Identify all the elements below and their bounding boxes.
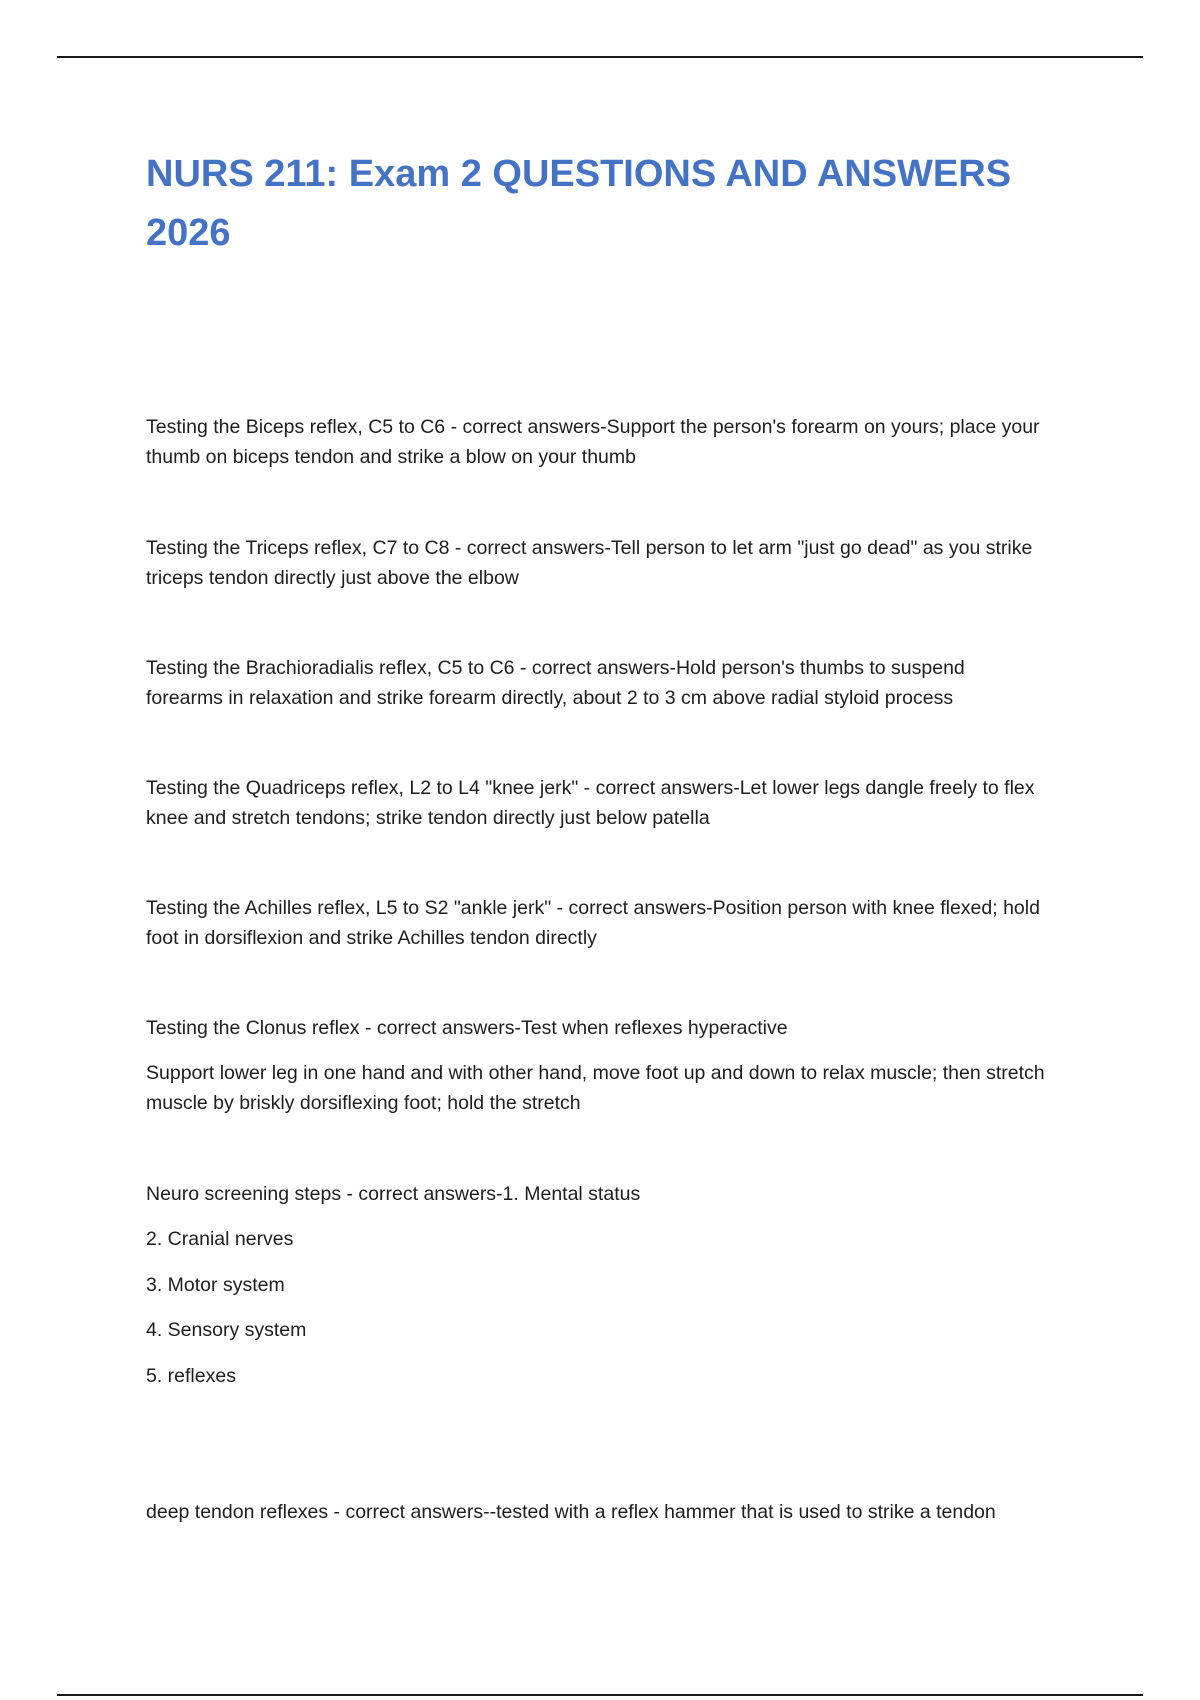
qa-entry-triceps: Testing the Triceps reflex, C7 to C8 - correct answers-Tell person to let arm "just go dead" as you strike triceps tendon directly just above the elbow bbox=[146, 537, 1033, 589]
qa-entry-achilles: Testing the Achilles reflex, L5 to S2 "ankle jerk" - correct answers-Position person with knee flexed; hold foot in dorsiflexion and strike Achilles tendon directly bbox=[146, 897, 1040, 949]
qa-entry-biceps: Testing the Biceps reflex, C5 to C6 - correct answers-Support the person's forearm on yours; place your thumb on biceps tendon and strike a blow on your thumb bbox=[146, 416, 1040, 468]
document-title: NURS 211: Exam 2 QUESTIONS AND ANSWERS 2026 bbox=[146, 153, 1012, 254]
qa-entry-clonus-detail: Support lower leg in one hand and with other hand, move foot up and down to relax muscle; then stretch muscle by briskly dorsiflexing foot; hold the stretch bbox=[146, 1062, 1045, 1114]
qa-entry-deep-tendon: deep tendon reflexes - correct answers--tested with a reflex hammer that is used to strike a tendon bbox=[146, 1501, 996, 1523]
header-rule bbox=[57, 56, 1143, 58]
qa-entry-neuro-steps: Neuro screening steps - correct answers-1. Mental status bbox=[146, 1183, 641, 1205]
qa-entry-clonus: Testing the Clonus reflex - correct answers-Test when reflexes hyperactive bbox=[146, 1017, 788, 1039]
list-item: 5. reflexes bbox=[146, 1365, 236, 1387]
list-item: 3. Motor system bbox=[146, 1274, 285, 1296]
list-item: 4. Sensory system bbox=[146, 1319, 307, 1341]
qa-entry-quadriceps: Testing the Quadriceps reflex, L2 to L4 "knee jerk" - correct answers-Let lower legs dangle freely to flex knee and stretch tendons; strike tendon directly just below patella bbox=[146, 777, 1035, 829]
footer-rule bbox=[57, 1694, 1143, 1696]
qa-entry-brachioradialis: Testing the Brachioradialis reflex, C5 to C6 - correct answers-Hold person's thumbs to suspend forearms in relaxation and strike forearm directly, about 2 to 3 cm above radial styloid process bbox=[146, 657, 965, 709]
list-item: 2. Cranial nerves bbox=[146, 1228, 294, 1250]
